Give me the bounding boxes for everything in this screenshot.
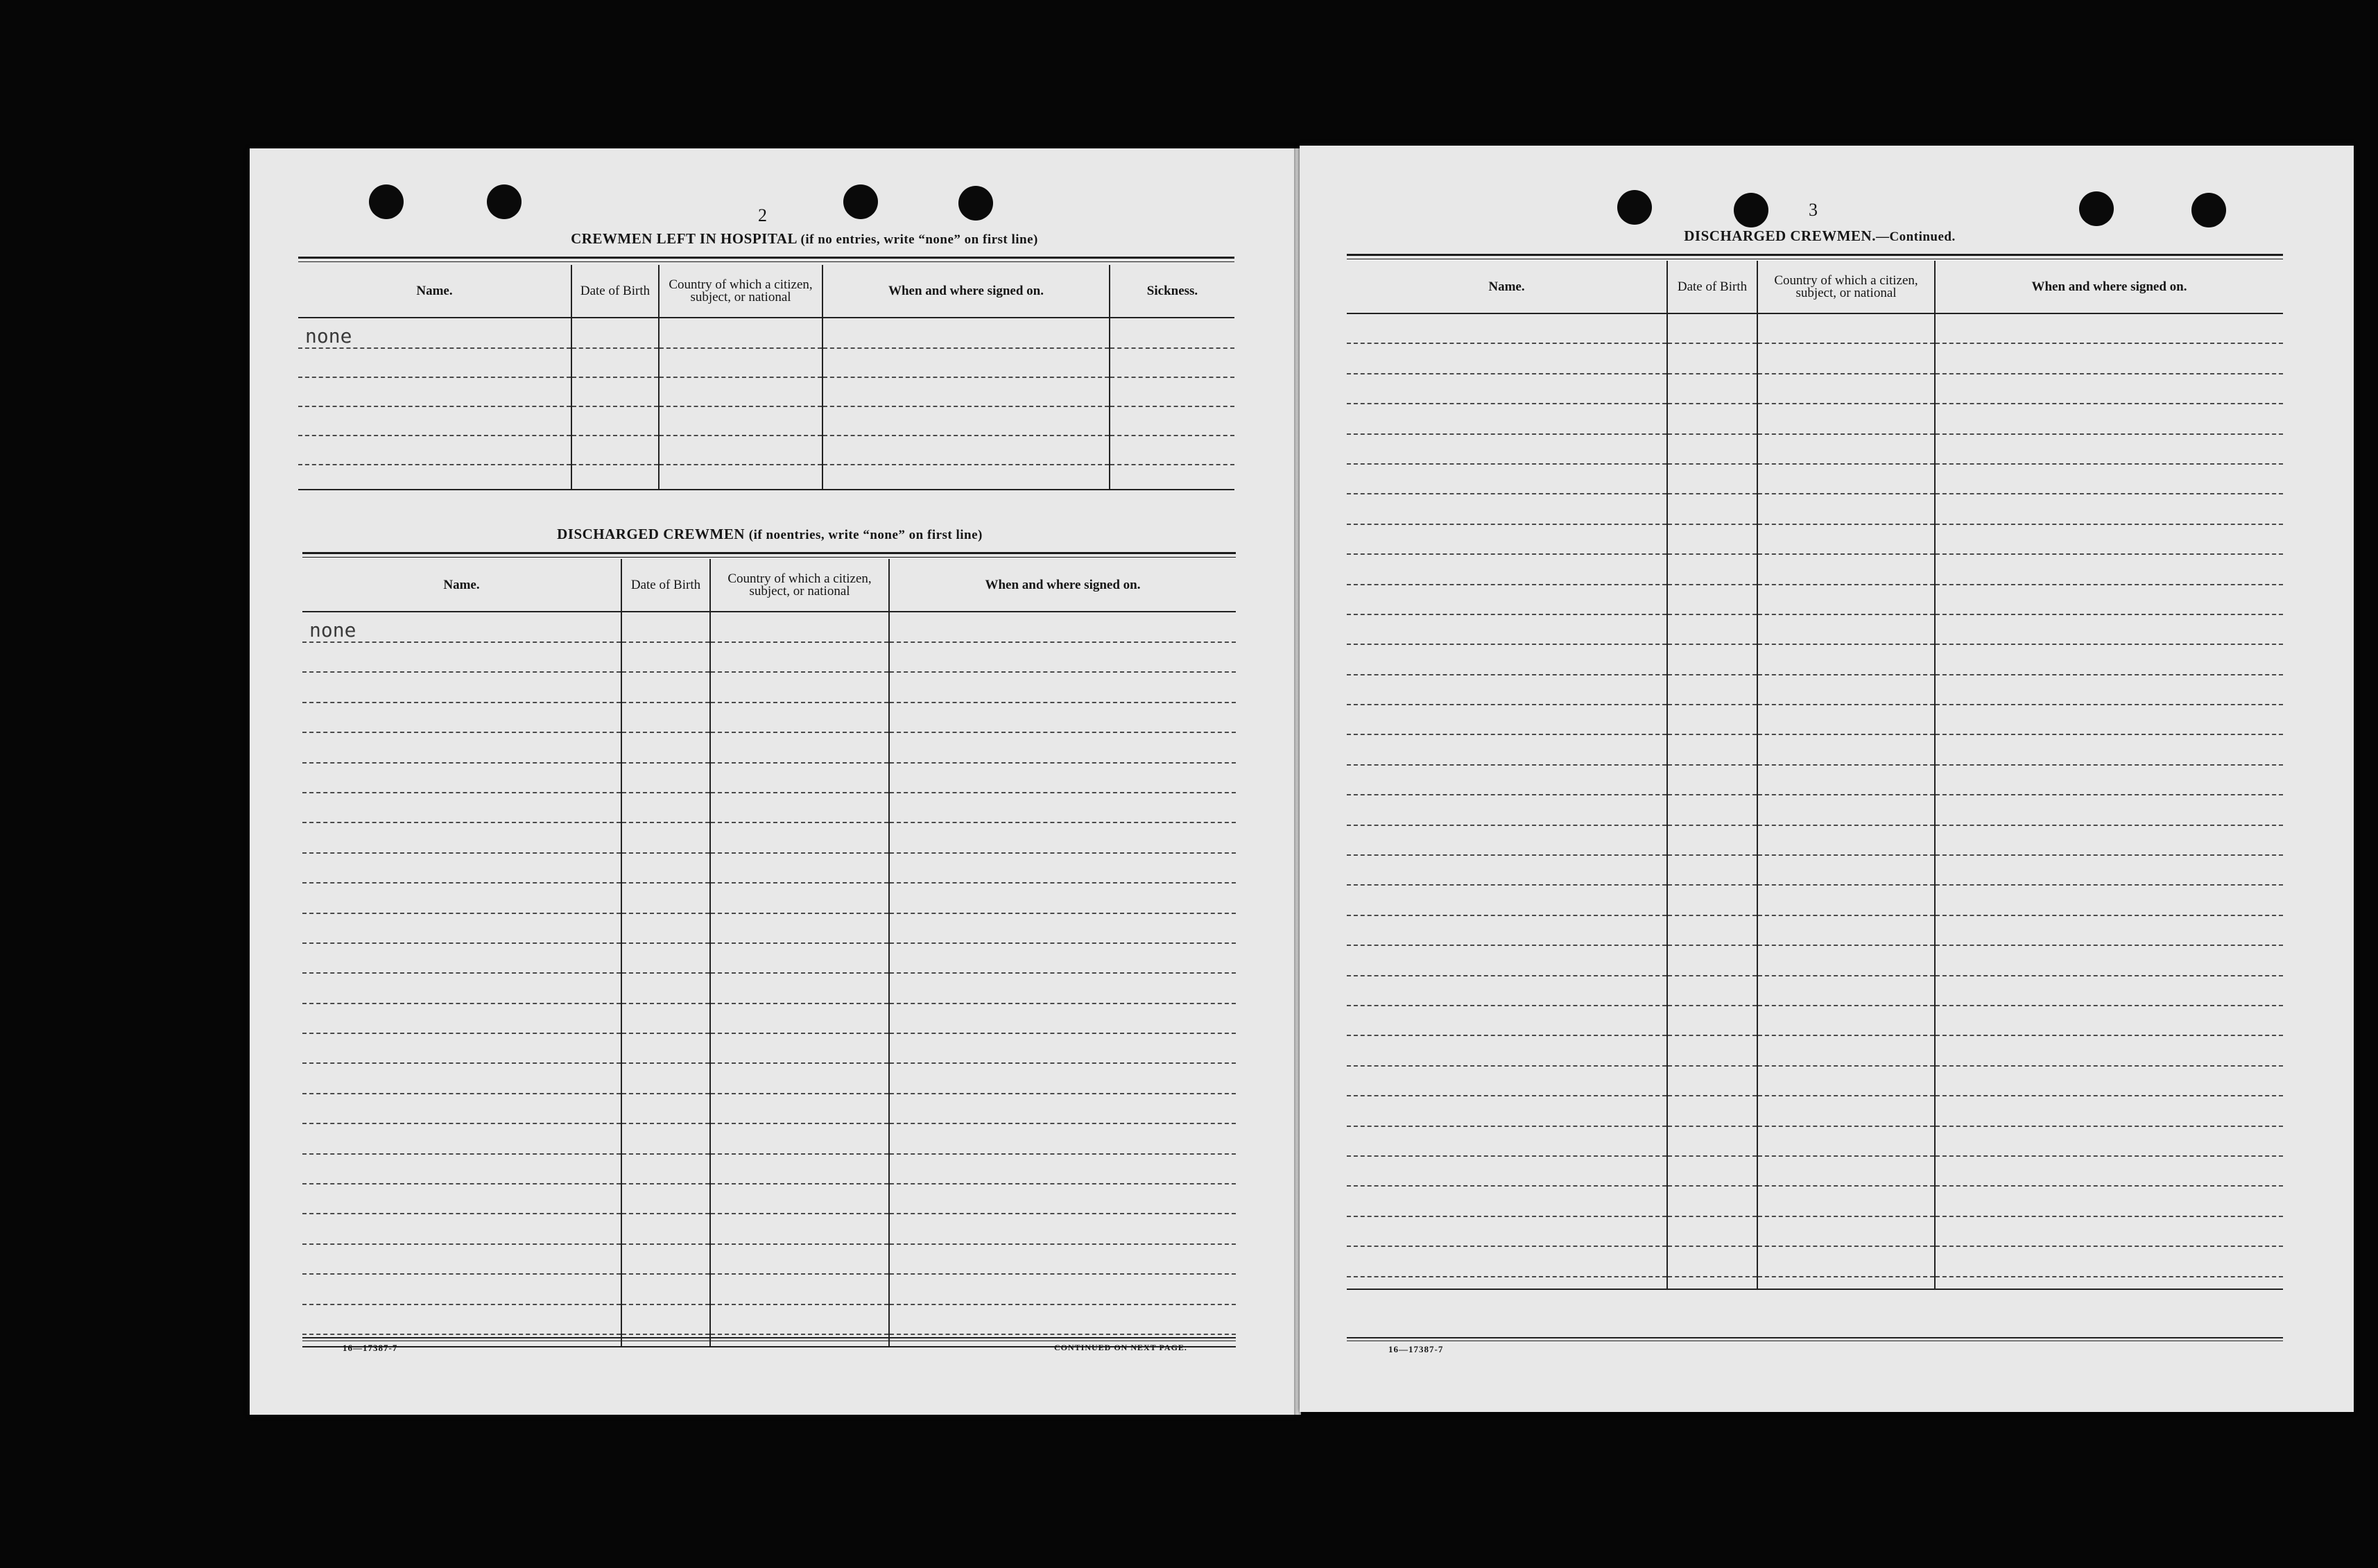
column-header-name: Name. — [298, 265, 571, 318]
right-header-rule — [1347, 254, 2283, 256]
table-row — [1347, 915, 2283, 945]
table-row — [1347, 554, 2283, 584]
discharged-continued-suffix: —Continued. — [1875, 230, 1956, 244]
table-row — [1347, 1035, 2283, 1065]
table-row — [1347, 855, 2283, 885]
table-row — [1347, 734, 2283, 764]
table-row — [1347, 1126, 2283, 1156]
hospital-section-title — [354, 230, 1255, 248]
table-row — [1347, 675, 2283, 705]
column-header-date-of-birth: Date of Birth — [571, 265, 659, 318]
table-row — [302, 793, 1236, 822]
table-row — [302, 732, 1236, 762]
table-row — [298, 377, 1234, 406]
table-row — [1347, 1096, 2283, 1126]
table-row — [1347, 374, 2283, 404]
table-row — [302, 822, 1236, 852]
table-row — [302, 1003, 1236, 1033]
table-row — [1347, 524, 2283, 554]
table-row — [1347, 614, 2283, 644]
table-row — [1347, 945, 2283, 975]
table-row — [302, 883, 1236, 913]
table-row — [1347, 313, 2283, 343]
discharged-header-rule — [302, 552, 1236, 554]
table-row — [298, 348, 1234, 377]
discharged-continued-table — [1347, 261, 2283, 1290]
column-header-name: Name. — [302, 559, 621, 612]
table-row — [1347, 1156, 2283, 1186]
table-row — [302, 703, 1236, 732]
table-row — [1347, 494, 2283, 524]
table-row — [1347, 644, 2283, 674]
discharged-table — [302, 559, 1236, 1347]
hospital-title-text: CREWMEN LEFT IN HOSPITAL — [571, 230, 797, 247]
table-row — [298, 465, 1234, 490]
punch-hole-icon — [1734, 193, 1768, 227]
column-header-country: Country of which a citizen, subject, or national — [710, 559, 889, 612]
right-page — [1300, 146, 2354, 1412]
table-row — [302, 913, 1236, 943]
page-number: 2 — [758, 205, 767, 225]
table-row — [302, 1214, 1236, 1243]
continued-note: CONTINUED ON NEXT PAGE. — [1054, 1343, 1187, 1352]
table-row — [1347, 343, 2283, 373]
table-row — [1347, 1006, 2283, 1035]
table-row — [302, 853, 1236, 883]
table-row — [302, 973, 1236, 1003]
column-header-signed-on: When and where signed on. — [1935, 261, 2283, 313]
print-code: 16—17387-7 — [343, 1343, 398, 1353]
punch-hole-icon — [487, 184, 522, 219]
table-row — [1347, 1186, 2283, 1216]
table-row — [302, 1094, 1236, 1123]
table-row — [302, 943, 1236, 973]
column-header-signed-on: When and where signed on. — [889, 559, 1236, 612]
table-row — [1347, 1066, 2283, 1096]
page-number: 3 — [1809, 200, 1818, 220]
table-row — [302, 1244, 1236, 1274]
table-row — [302, 1123, 1236, 1153]
hospital-title-note: (if no entries, write “none” on first line) — [800, 232, 1038, 247]
table-row — [302, 612, 1236, 642]
table-row — [302, 1033, 1236, 1063]
discharged-continued-title-text: DISCHARGED CREWMEN. — [1684, 227, 1876, 244]
table-row — [302, 642, 1236, 672]
table-row — [1347, 705, 2283, 734]
table-row — [302, 672, 1236, 702]
discharged-title-text: DISCHARGED CREWMEN — [557, 526, 746, 542]
punch-hole-icon — [2191, 193, 2226, 227]
print-code: 16—17387-7 — [1388, 1344, 1444, 1354]
left-footer-rule — [302, 1337, 1236, 1338]
table-row — [1347, 464, 2283, 494]
table-row — [1347, 1277, 2283, 1289]
table-row — [1347, 765, 2283, 795]
punch-hole-icon — [369, 184, 404, 219]
column-header-signed-on: When and where signed on. — [822, 265, 1110, 318]
table-row — [302, 763, 1236, 793]
column-header-date-of-birth: Date of Birth — [1667, 261, 1757, 313]
table-row — [302, 1184, 1236, 1214]
table-row — [302, 1063, 1236, 1093]
table-row — [1347, 825, 2283, 855]
column-header-country: Country of which a citizen, subject, or national — [1757, 261, 1935, 313]
punch-hole-icon — [2079, 191, 2114, 226]
discharged-section-title — [319, 526, 1221, 543]
table-row — [298, 318, 1234, 348]
punch-hole-icon — [958, 186, 993, 221]
hospital-entry-name: none — [298, 318, 571, 348]
table-row — [298, 406, 1234, 436]
left-page — [250, 148, 1297, 1415]
right-footer-rule — [1347, 1337, 2283, 1338]
table-row — [1347, 585, 2283, 614]
column-header-country: Country of which a citizen, subject, or national — [659, 265, 822, 318]
table-row — [298, 436, 1234, 465]
discharged-title-note: (if noentries, write “none” on first line) — [748, 528, 983, 542]
column-header-name: Name. — [1347, 261, 1667, 313]
punch-hole-icon — [843, 184, 878, 219]
table-row — [1347, 434, 2283, 464]
table-row — [302, 1154, 1236, 1184]
table-row — [302, 1274, 1236, 1304]
column-header-sickness: Sickness. — [1110, 265, 1234, 318]
table-row — [302, 1304, 1236, 1334]
hospital-table — [298, 265, 1234, 490]
table-row — [1347, 1216, 2283, 1246]
discharged-continued-title — [1300, 227, 2340, 245]
table-row — [1347, 404, 2283, 433]
discharged-entry-name: none — [302, 612, 621, 642]
column-header-date-of-birth: Date of Birth — [621, 559, 710, 612]
table-row — [1347, 1246, 2283, 1276]
table-row — [1347, 795, 2283, 825]
hospital-header-rule — [298, 257, 1234, 259]
table-row — [1347, 885, 2283, 915]
table-row — [1347, 976, 2283, 1006]
punch-hole-icon — [1617, 190, 1652, 225]
